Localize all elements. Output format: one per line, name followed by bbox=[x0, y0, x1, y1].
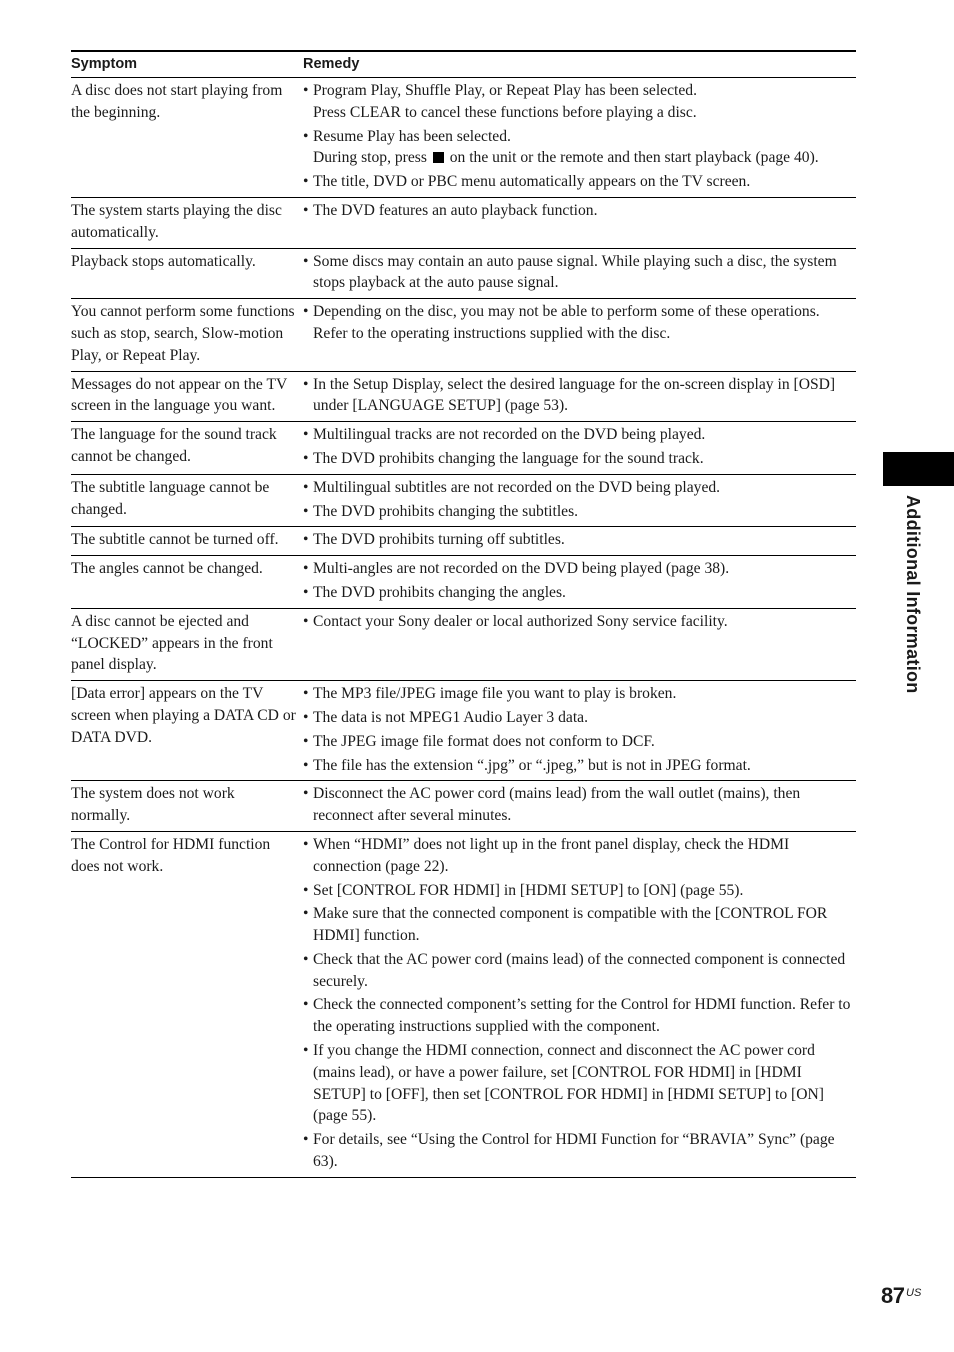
remedy-instruction-post: on the unit or the remote and then start playback (page 40). bbox=[449, 149, 819, 167]
remedy-list bbox=[303, 477, 856, 523]
remedy-list bbox=[303, 529, 856, 551]
table-row bbox=[71, 831, 856, 1177]
remedy-cell bbox=[303, 422, 856, 475]
remedy-text: • The file has the extension “.jpg” or “.jpeg,” but is not in JPEG format. bbox=[313, 756, 751, 774]
troubleshooting-table bbox=[71, 50, 856, 1178]
remedy-item bbox=[303, 834, 856, 878]
symptom-cell: The Control for HDMI function does not work. bbox=[71, 835, 271, 875]
remedy-text: • Contact your Sony dealer or local authorized Sony service facility. bbox=[313, 612, 728, 630]
remedy-item bbox=[303, 707, 856, 729]
symptom-cell: The system starts playing the disc automatically. bbox=[71, 201, 282, 241]
remedy-item bbox=[303, 783, 856, 827]
remedy-item bbox=[303, 1040, 856, 1127]
remedy-text: • Multi-angles are not recorded on the DVD being played (page 38). bbox=[313, 560, 730, 578]
remedy-item bbox=[303, 501, 856, 523]
remedy-instruction bbox=[313, 147, 856, 169]
remedy-text: • The title, DVD or PBC menu automatically appears on the TV screen. bbox=[313, 173, 751, 191]
remedy-cell bbox=[303, 608, 856, 680]
remedy-item bbox=[303, 880, 856, 902]
remedy-cell bbox=[303, 197, 856, 248]
remedy-item bbox=[303, 755, 856, 777]
remedy-text: • Depending on the disc, you may not be able to perform some of these operations. Refer to the operating instructions supplied with the disc. bbox=[313, 303, 820, 342]
table-row bbox=[71, 78, 856, 198]
remedy-item bbox=[303, 448, 856, 470]
symptom-cell: Playback stops automatically. bbox=[71, 252, 256, 270]
remedy-list bbox=[303, 301, 856, 345]
remedy-instruction-pre: During stop, press bbox=[313, 149, 427, 167]
remedy-item bbox=[303, 949, 856, 993]
remedy-text: • Program Play, Shuffle Play, or Repeat Play has been selected. bbox=[313, 82, 697, 99]
remedy-text: • For details, see “Using the Control for HDMI Function for “BRAVIA” Sync” (page 63). bbox=[313, 1131, 835, 1171]
symptom-cell: The subtitle language cannot be changed. bbox=[71, 478, 270, 518]
remedy-item bbox=[303, 731, 856, 753]
remedy-text: • The data is not MPEG1 Audio Layer 3 data. bbox=[313, 708, 588, 726]
remedy-item bbox=[303, 994, 856, 1038]
table-row bbox=[71, 197, 856, 248]
page-number: 87 bbox=[881, 1283, 905, 1308]
remedy-text: • Multilingual subtitles are not recorded on the DVD being played. bbox=[313, 478, 721, 496]
remedy-item bbox=[303, 903, 856, 947]
remedy-cell bbox=[303, 299, 856, 371]
remedy-cell bbox=[303, 831, 856, 1177]
table-row bbox=[71, 422, 856, 475]
remedy-text: • When “HDMI” does not light up in the front panel display, check the HDMI connection (page 22). bbox=[313, 835, 790, 875]
symptom-cell: You cannot perform some functions such as stop, search, Slow-motion Play, or Repeat Play. bbox=[71, 303, 295, 364]
remedy-text: • Resume Play has been selected. bbox=[313, 127, 511, 145]
table-row bbox=[71, 781, 856, 832]
remedy-item bbox=[303, 582, 856, 604]
troubleshooting-table-wrap bbox=[71, 50, 856, 1178]
remedy-cell bbox=[303, 248, 856, 299]
table-row bbox=[71, 248, 856, 299]
remedy-text: • The DVD prohibits changing the language for the sound track. bbox=[313, 449, 704, 467]
remedy-item bbox=[303, 301, 856, 345]
symptom-cell: The angles cannot be changed. bbox=[71, 560, 263, 578]
table-row bbox=[71, 474, 856, 527]
section-tab-marker bbox=[883, 452, 954, 486]
table-row bbox=[71, 527, 856, 556]
remedy-list bbox=[303, 683, 856, 776]
remedy-text: • Set [CONTROL FOR HDMI] in [HDMI SETUP] to [ON] (page 55). bbox=[313, 881, 744, 899]
remedy-list bbox=[303, 251, 856, 295]
remedy-item bbox=[303, 251, 856, 295]
remedy-cell bbox=[303, 781, 856, 832]
remedy-list bbox=[303, 783, 856, 827]
table-row bbox=[71, 608, 856, 680]
remedy-column-header: Remedy bbox=[303, 56, 360, 72]
section-side-label bbox=[903, 495, 923, 725]
remedy-item bbox=[303, 424, 856, 446]
remedy-text: • Make sure that the connected component is compatible with the [CONTROL FOR HDMI] function. bbox=[313, 905, 828, 945]
remedy-item bbox=[303, 126, 856, 170]
remedy-cell bbox=[303, 527, 856, 556]
remedy-text: • Some discs may contain an auto pause signal. While playing such a disc, the system stops playback at the auto pause signal. bbox=[313, 252, 837, 292]
symptom-cell: The language for the sound track cannot be changed. bbox=[71, 426, 277, 465]
remedy-text: • The DVD prohibits changing the subtitles. bbox=[313, 502, 579, 520]
remedy-item bbox=[303, 558, 856, 580]
remedy-list bbox=[303, 374, 856, 418]
symptom-cell: Messages do not appear on the TV screen in the language you want. bbox=[71, 375, 287, 415]
remedy-item bbox=[303, 171, 856, 193]
remedy-text: • Disconnect the AC power cord (mains lead) from the wall outlet (mains), then reconnect after several minutes. bbox=[313, 785, 801, 825]
table-row bbox=[71, 556, 856, 609]
table-row bbox=[71, 299, 856, 371]
remedy-item bbox=[303, 529, 856, 551]
remedy-list bbox=[303, 611, 856, 633]
symptom-cell: The system does not work normally. bbox=[71, 785, 235, 825]
remedy-list bbox=[303, 80, 856, 193]
remedy-cell bbox=[303, 371, 856, 422]
symptom-column-header: Symptom bbox=[71, 56, 138, 72]
remedy-list bbox=[303, 834, 856, 1173]
table-row bbox=[71, 681, 856, 781]
remedy-cell bbox=[303, 474, 856, 527]
remedy-text: Press CLEAR to cancel these functions before playing a disc. bbox=[313, 103, 697, 121]
remedy-item bbox=[303, 683, 856, 705]
remedy-text: • The DVD prohibits changing the angles. bbox=[313, 583, 566, 601]
remedy-list bbox=[303, 200, 856, 222]
remedy-text: • The DVD prohibits turning off subtitles. bbox=[313, 531, 565, 549]
remedy-cell bbox=[303, 681, 856, 781]
table-body bbox=[71, 78, 856, 1178]
remedy-item bbox=[303, 374, 856, 418]
symptom-cell: A disc cannot be ejected and “LOCKED” appears in the front panel display. bbox=[71, 612, 273, 674]
remedy-text: • Check that the AC power cord (mains lead) of the connected component is connected securely. bbox=[313, 950, 846, 990]
remedy-cell bbox=[303, 78, 856, 198]
stop-square-icon bbox=[433, 152, 444, 163]
remedy-text: • The MP3 file/JPEG image file you want to play is broken. bbox=[313, 685, 677, 703]
table-header-row bbox=[71, 51, 856, 78]
symptom-cell: The subtitle cannot be turned off. bbox=[71, 531, 279, 549]
section-side-label-text: Additional Information bbox=[903, 495, 923, 694]
remedy-text: • Check the connected component’s setting for the Control for HDMI function. Refer to the operating instructions supplied with the component. bbox=[313, 996, 851, 1036]
page-number-suffix: US bbox=[906, 1287, 922, 1299]
table-row bbox=[71, 371, 856, 422]
remedy-item bbox=[303, 1129, 856, 1173]
symptom-cell: A disc does not start playing from the beginning. bbox=[71, 82, 283, 121]
remedy-text: • The JPEG image file format does not conform to DCF. bbox=[313, 732, 655, 750]
remedy-text: • In the Setup Display, select the desired language for the on-screen display in [OSD] under [LANGUAGE SETUP] (page 53). bbox=[313, 375, 836, 415]
remedy-text: • Multilingual tracks are not recorded on the DVD being played. bbox=[313, 426, 706, 444]
remedy-cell bbox=[303, 556, 856, 609]
remedy-list bbox=[303, 558, 856, 604]
symptom-cell: [Data error] appears on the TV screen when playing a DATA CD or DATA DVD. bbox=[71, 685, 296, 746]
remedy-item bbox=[303, 80, 856, 124]
remedy-item bbox=[303, 477, 856, 499]
remedy-list bbox=[303, 424, 856, 470]
remedy-text: • If you change the HDMI connection, connect and disconnect the AC power cord (mains lead), or have a power failure, set [CONTROL FOR HDMI] in [HDMI SETUP] to [OFF], then set [CONTROL FOR HDMI] in [HDMI SETUP] to [ON] (page 55). bbox=[313, 1042, 824, 1125]
remedy-item bbox=[303, 200, 856, 222]
remedy-item bbox=[303, 611, 856, 633]
remedy-text: • The DVD features an auto playback function. bbox=[313, 201, 598, 219]
